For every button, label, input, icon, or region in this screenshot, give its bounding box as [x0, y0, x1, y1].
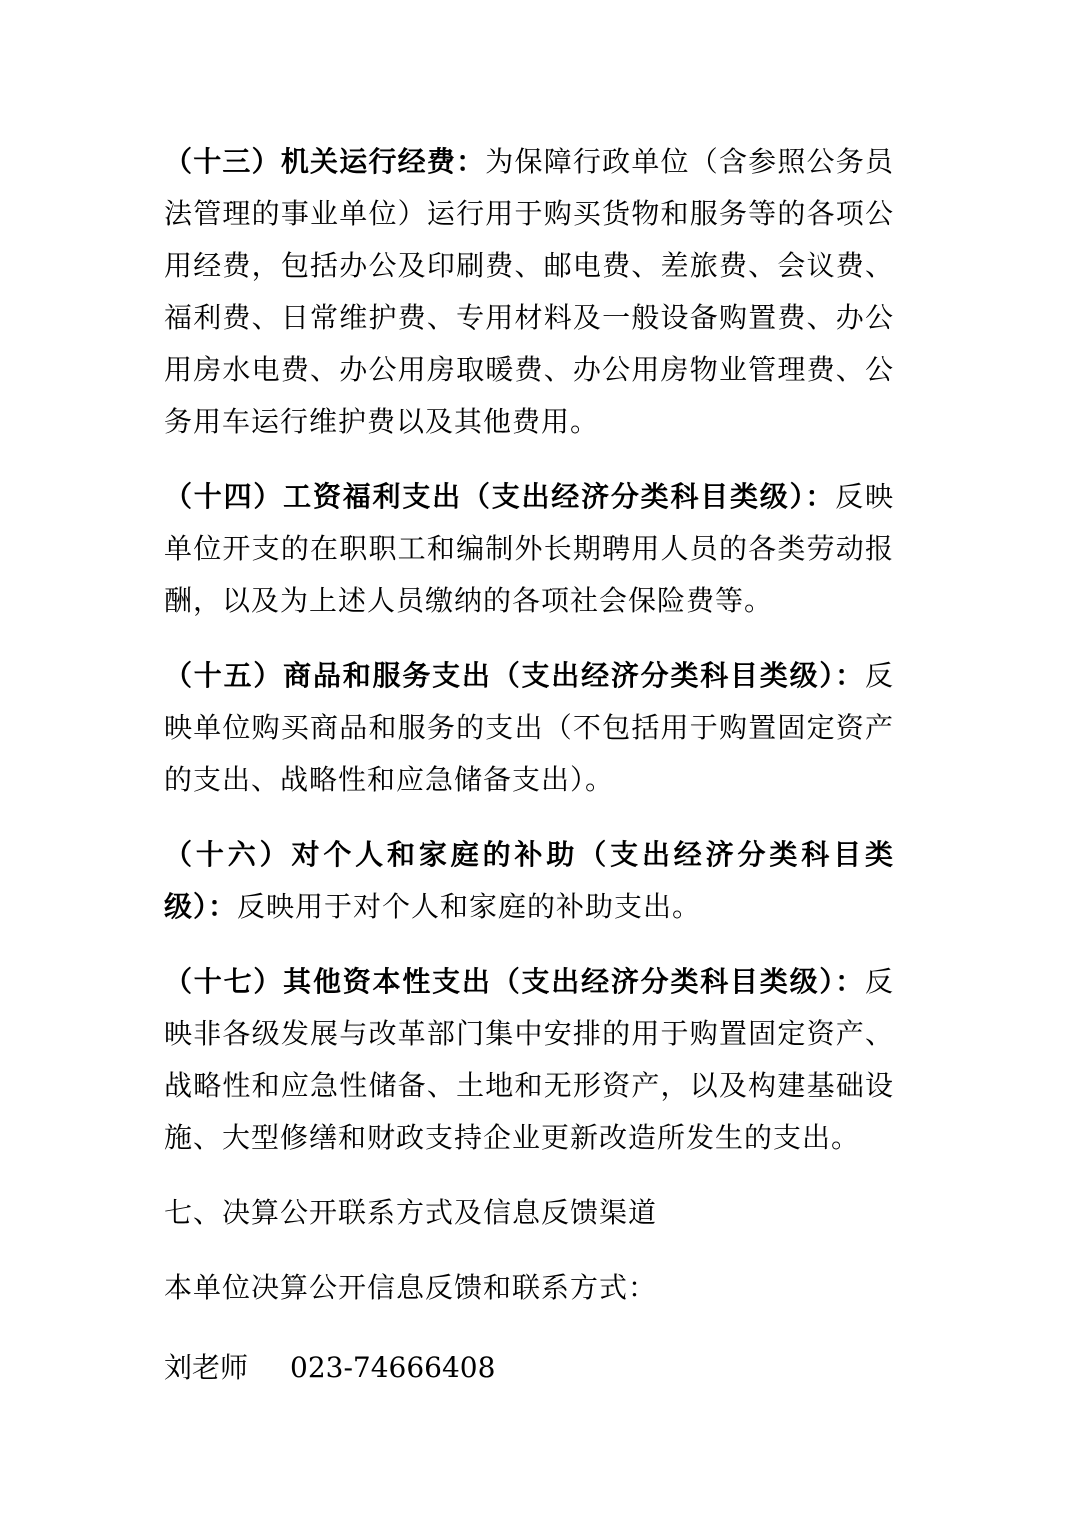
- contact-intro: 本单位决算公开信息反馈和联系方式：: [164, 1271, 658, 1304]
- section-17-text: 反映非各级发展与改革部门集中安排的用于购置固定资产、战略性和应急性储备、土地和无形资产，以及构建基础设施、大型修缮和财政支持企业更新改造所发生的支出。: [164, 965, 894, 1154]
- section-heading: 七、决算公开联系方式及信息反馈渠道: [164, 1196, 658, 1229]
- contact-phone: 023-74666408: [290, 1351, 496, 1384]
- contact-name: 刘老师: [164, 1351, 249, 1384]
- section-14-lead: （十四）工资福利支出（支出经济分类科目类级）：: [164, 480, 836, 513]
- section-16-lead: （十六）对个人和家庭的补助（支出经济分类科目类级）：: [164, 838, 894, 923]
- section-15-text: 反映单位购买商品和服务的支出（不包括用于购置固定资产的支出、战略性和应急储备支出）。: [164, 659, 894, 796]
- section-14-text: 反映单位开支的在职职工和编制外长期聘用人员的各类劳动报酬，以及为上述人员缴纳的各项社会保险费等。: [164, 480, 894, 617]
- section-15-lead: （十五）商品和服务支出（支出经济分类科目类级）：: [164, 659, 865, 692]
- section-13: [164, 136, 894, 448]
- section-15: [164, 650, 894, 806]
- section-17: [164, 956, 894, 1164]
- document-page: [164, 136, 894, 1394]
- contact-line: [164, 1342, 894, 1394]
- section-16-text: 反映用于对个人和家庭的补助支出。: [237, 890, 702, 923]
- section-17-lead: （十七）其他资本性支出（支出经济分类科目类级）：: [164, 965, 865, 998]
- section-16: [164, 829, 894, 933]
- section-13-text: 为保障行政单位（含参照公务员法管理的事业单位）运行用于购买货物和服务等的各项公用经费，包括办公及印刷费、邮电费、差旅费、会议费、福利费、日常维护费、专用材料及一般设备购置费、办公用房水电费、办公用房取暖费、办公用房物业管理费、公务用车运行维护费以及其他费用。: [164, 145, 894, 438]
- section-13-lead: （十三）机关运行经费：: [164, 145, 486, 178]
- section-14: [164, 471, 894, 627]
